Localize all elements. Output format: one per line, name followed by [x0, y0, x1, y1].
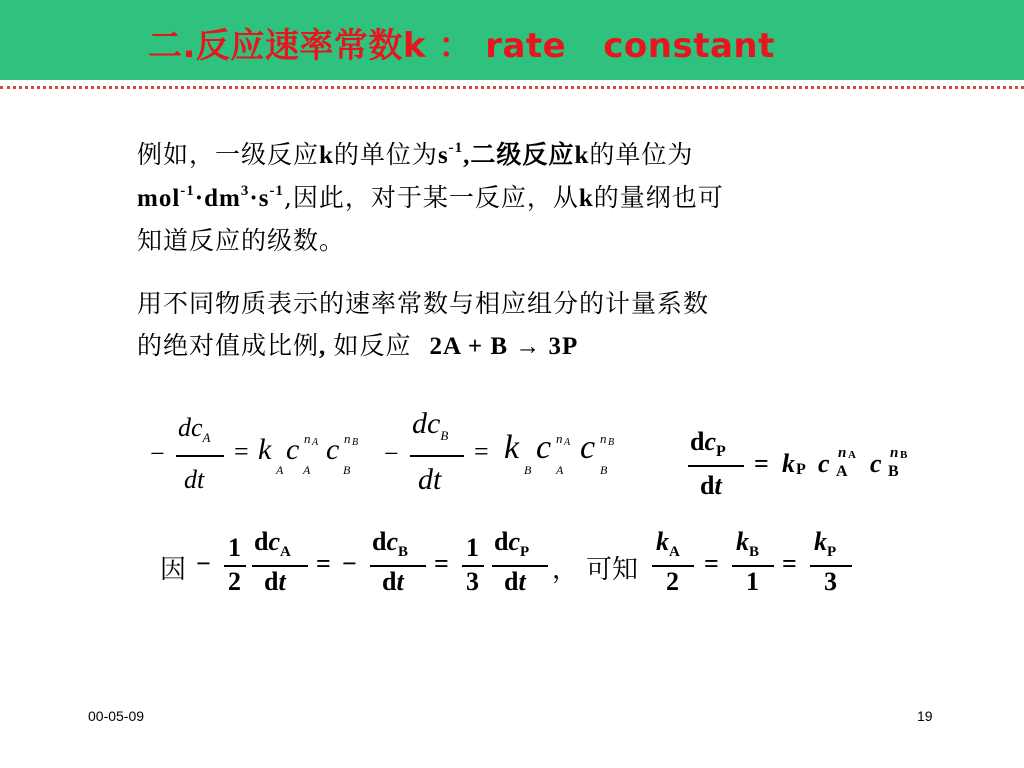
denominator: [264, 567, 286, 597]
para2-line2: [137, 325, 907, 368]
subscript: A: [202, 430, 211, 446]
numerator: [736, 527, 759, 561]
d: d: [504, 567, 519, 596]
k: k: [258, 433, 272, 466]
equals-sign: =: [782, 549, 797, 578]
subscript: B: [608, 437, 615, 448]
minus-sign: −: [384, 439, 399, 468]
d: d: [382, 567, 397, 596]
denominator: 3: [466, 567, 479, 596]
t: t: [278, 567, 286, 596]
subscript: A: [303, 463, 311, 477]
minus-sign: −: [342, 549, 357, 578]
k: k: [814, 527, 827, 556]
dotted-divider: [0, 86, 1024, 89]
fraction-bar: [176, 455, 224, 457]
text: ,: [319, 333, 334, 360]
symbol-k: k: [319, 142, 334, 169]
text-because: 因: [160, 555, 187, 585]
n: n: [344, 431, 351, 446]
numerator: [412, 407, 448, 444]
subscript: B: [343, 463, 351, 477]
denominator: 1: [746, 567, 759, 596]
exponent: -1: [180, 182, 195, 199]
numerator: [494, 527, 529, 561]
subscript: B: [900, 449, 908, 461]
subscript: A: [312, 437, 319, 448]
text: 例如，一级反应: [137, 140, 320, 169]
d: d: [494, 527, 509, 556]
exponent: -1: [269, 182, 284, 199]
symbol-k: k: [578, 185, 594, 212]
n: n: [556, 431, 563, 446]
equals-sign: =: [754, 449, 769, 478]
c: c: [326, 433, 340, 466]
subscript: A: [669, 544, 680, 561]
n: n: [890, 445, 899, 461]
subscript: B: [888, 463, 899, 480]
reaction-equation: 2A + B → 3P: [429, 333, 579, 360]
equals-sign: =: [316, 549, 331, 578]
rate-equations-row: [0, 405, 1024, 515]
para1-line2: [137, 177, 907, 220]
text: 的量纲也可: [593, 183, 724, 212]
subscript: B: [600, 463, 608, 477]
proportionality-equation: [0, 525, 1024, 605]
k: k: [504, 429, 520, 466]
exponent: 3: [240, 182, 250, 199]
k: k: [656, 527, 669, 556]
denominator: [418, 463, 441, 497]
denominator: [504, 567, 526, 597]
numerator: 1: [466, 533, 479, 562]
text: 的单位为: [333, 140, 438, 169]
subscript: B: [352, 437, 359, 448]
t: t: [518, 567, 526, 596]
d: d: [184, 465, 197, 494]
numerator: [814, 527, 836, 561]
symbol-k: k: [574, 142, 590, 169]
minus-sign: −: [196, 549, 211, 578]
t: t: [714, 471, 722, 500]
text: ,因此，对于某一反应，从: [283, 183, 579, 212]
unit-dm: ·dm: [194, 185, 241, 212]
subscript: P: [520, 544, 530, 561]
subscript: A: [564, 437, 571, 448]
d: d: [412, 407, 427, 440]
denominator: [382, 567, 404, 597]
denominator: 2: [666, 567, 679, 596]
d: d: [178, 413, 191, 442]
title-bar: [0, 0, 1024, 80]
c: c: [580, 429, 596, 466]
equals-sign: =: [434, 549, 449, 578]
numerator: [254, 527, 291, 561]
numerator: [656, 527, 680, 561]
equals-sign: =: [474, 437, 489, 466]
d: d: [254, 527, 269, 556]
text: 如反应: [333, 331, 412, 360]
k: k: [782, 449, 795, 478]
subscript: P: [827, 544, 837, 561]
n: n: [600, 431, 607, 446]
paragraph-units: [137, 134, 907, 262]
paragraph-proportional: [137, 283, 907, 368]
subscript: A: [836, 463, 848, 480]
unit-s: s: [437, 142, 449, 169]
t: t: [197, 465, 205, 494]
numerator: 1: [228, 533, 241, 562]
subscript: B: [749, 544, 760, 561]
unit-s: ·s: [249, 185, 270, 212]
subscript: P: [716, 443, 726, 461]
text: 的绝对值成比例: [137, 331, 320, 360]
numerator: [690, 427, 726, 461]
para2-line1: 用不同物质表示的速率常数与相应组分的计量系数: [137, 289, 710, 318]
numerator: [372, 527, 408, 561]
c: c: [427, 407, 441, 440]
fraction-bar: [688, 465, 744, 467]
equals-sign: =: [234, 437, 249, 466]
fraction-bar: [410, 455, 464, 457]
c: c: [386, 527, 399, 556]
denominator: [700, 471, 722, 501]
c: c: [870, 449, 882, 478]
numerator: [178, 413, 211, 446]
comma: ，: [552, 555, 579, 585]
subscript: A: [848, 449, 856, 461]
equals-sign: =: [704, 549, 719, 578]
subscript: B: [440, 428, 449, 443]
denominator: [184, 465, 204, 495]
minus-sign: −: [150, 439, 165, 468]
k: k: [736, 527, 749, 556]
para1-line1: [137, 134, 907, 177]
c: c: [268, 527, 281, 556]
slide-title: 二.反应速率常数k ： rate constant: [148, 26, 775, 66]
c: c: [191, 413, 203, 442]
c: c: [286, 433, 300, 466]
exponent: -1: [448, 139, 464, 156]
d: d: [690, 427, 705, 456]
text-therefore: 可知: [586, 555, 639, 585]
d: d: [372, 527, 387, 556]
subscript: B: [398, 544, 409, 561]
c: c: [818, 449, 830, 478]
d: d: [418, 463, 433, 496]
subscript: A: [276, 463, 284, 477]
d: d: [264, 567, 279, 596]
t: t: [396, 567, 404, 596]
n: n: [838, 445, 847, 461]
subscript: B: [524, 463, 532, 477]
t: t: [433, 463, 442, 496]
footer-date: 00-05-09: [88, 708, 145, 724]
unit-mol: mol: [137, 185, 181, 212]
subscript: P: [796, 461, 806, 478]
c: c: [536, 429, 552, 466]
page-number: 19: [917, 708, 933, 724]
text: ,二级反应: [463, 142, 575, 169]
d: d: [700, 471, 715, 500]
subscript: A: [556, 463, 564, 477]
c: c: [704, 427, 717, 456]
n: n: [304, 431, 311, 446]
subscript: A: [280, 544, 291, 561]
denominator: 3: [824, 567, 837, 596]
denominator: 2: [228, 567, 241, 596]
c: c: [508, 527, 521, 556]
text: 的单位为: [589, 140, 694, 169]
para1-line3: 知道反应的级数。: [137, 226, 346, 255]
